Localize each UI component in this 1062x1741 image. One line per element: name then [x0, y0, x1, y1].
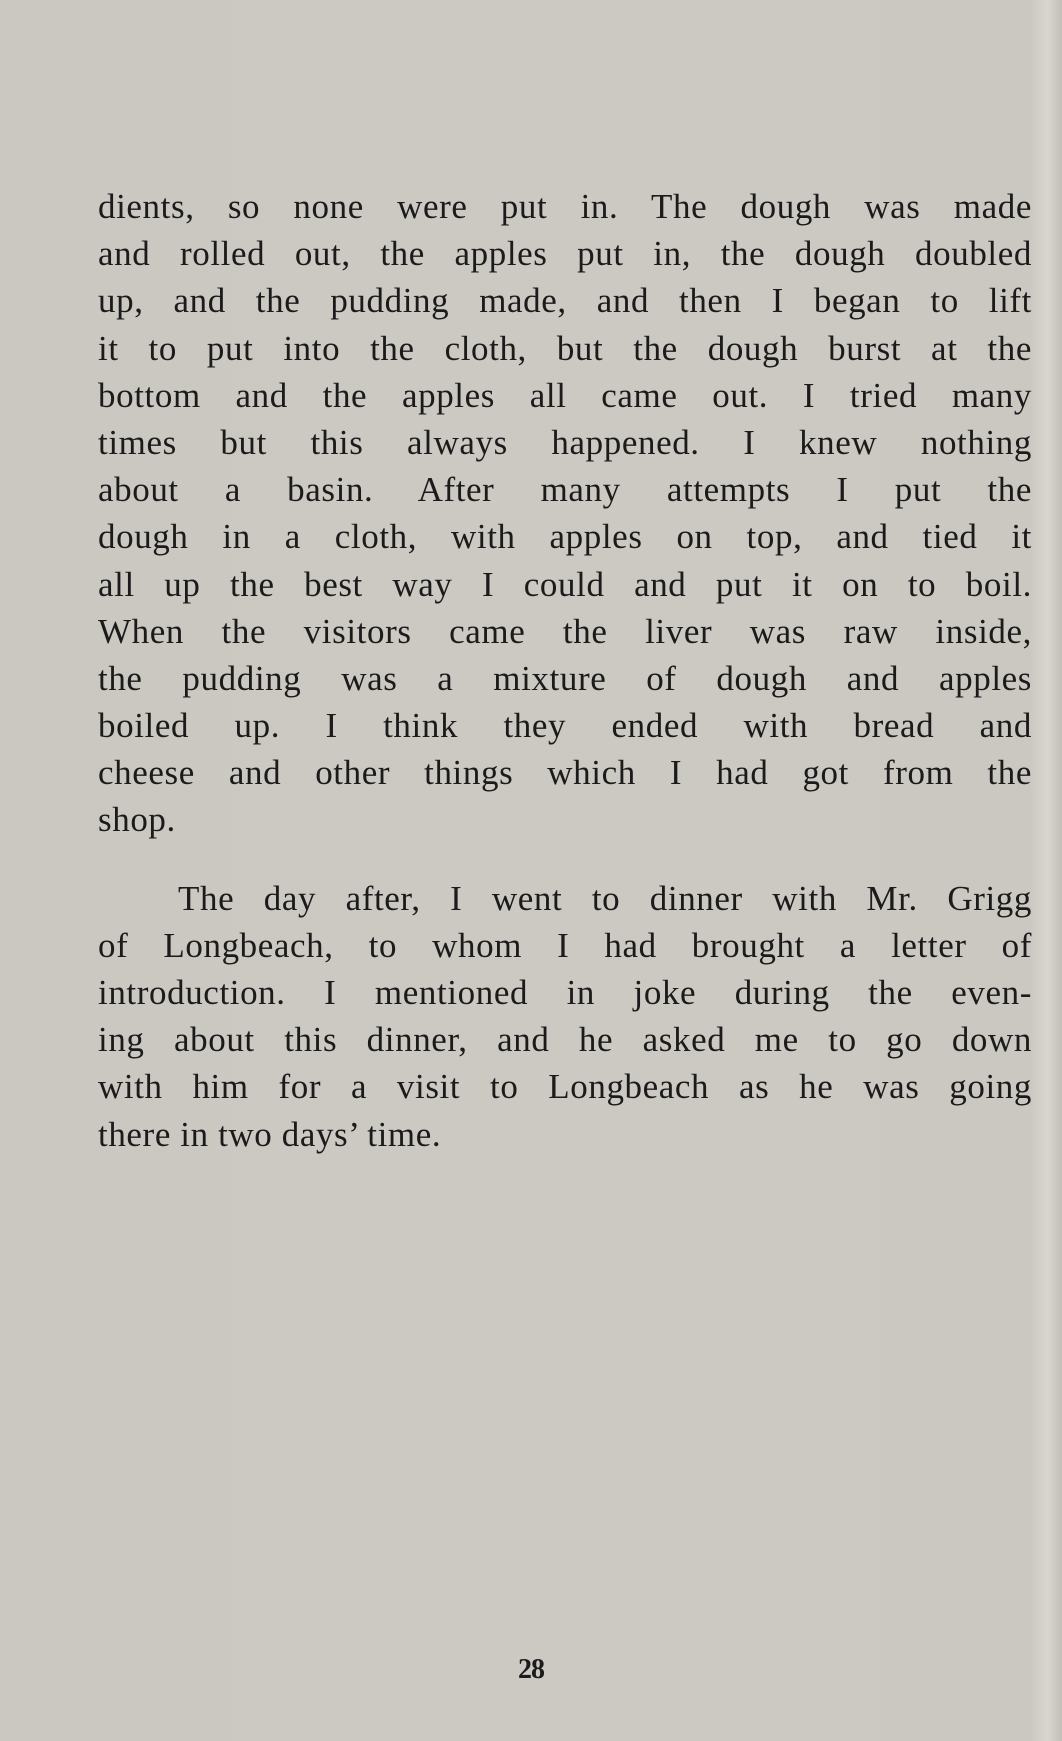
paragraph-1 — [98, 183, 1032, 844]
text-line: the pudding was a mixture of dough and apples — [98, 658, 1032, 698]
text-line: The day after, I went to dinner with Mr. Grigg — [178, 878, 1032, 918]
text-line: ing about this dinner, and he asked me to go down — [98, 1020, 1032, 1060]
text-line: dients, so none were put in. The dough was made — [98, 187, 1032, 226]
text-line: it to put into the cloth, but the dough burst at the — [98, 328, 1032, 368]
body-text — [98, 183, 1032, 1189]
text-line: of Longbeach, to whom I had brought a letter of — [98, 925, 1032, 965]
page-number: 28 — [518, 1654, 544, 1685]
text-line: up, and the pudding made, and then I began to lift — [98, 281, 1032, 321]
text-line: introduction. I mentioned in joke during the even- — [98, 973, 1032, 1012]
text-line: dough in a cloth, with apples on top, and tied it — [98, 517, 1032, 557]
text-line: When the visitors came the liver was raw inside, — [98, 611, 1032, 651]
paragraph-2 — [98, 875, 1032, 1158]
text-line: cheese and other things which I had got from the — [98, 753, 1032, 793]
text-line: and rolled out, the apples put in, the dough doubled — [98, 234, 1032, 274]
text-line: there in two days’ time. — [98, 1114, 442, 1154]
text-line: with him for a visit to Longbeach as he was going — [98, 1067, 1032, 1107]
text-line: boiled up. I think they ended with bread and — [98, 706, 1032, 746]
text-line: times but this always happened. I knew nothing — [98, 422, 1032, 462]
text-line: bottom and the apples all came out. I tried many — [98, 375, 1032, 415]
text-line: shop. — [98, 800, 176, 840]
text-line: all up the best way I could and put it on to boil. — [98, 564, 1032, 604]
text-line: about a basin. After many attempts I put the — [98, 470, 1032, 510]
